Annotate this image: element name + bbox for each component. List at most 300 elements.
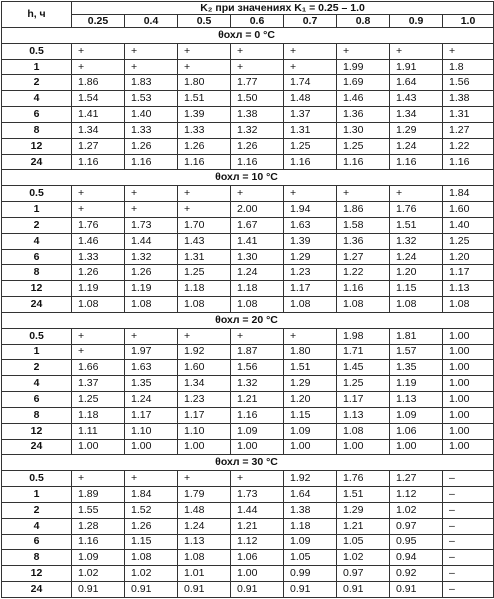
k2-value-cell: 1.10 [178,423,231,439]
k2-value-cell: + [337,186,390,202]
k2-value-cell: 1.28 [72,518,125,534]
k1-column-header: 1.0 [443,15,494,28]
k2-value-cell: 1.09 [231,423,284,439]
k2-value-cell: 1.09 [284,534,337,550]
k2-value-cell: 1.40 [443,217,494,233]
table-row [2,439,494,455]
k1-column-header: 0.6 [231,15,284,28]
k2-value-cell: 1.00 [443,407,494,423]
k2-value-cell: 1.69 [337,75,390,91]
k2-value-cell: 1.13 [390,392,443,408]
hours-cell: 0.5 [2,43,72,59]
k2-value-cell: 1.98 [337,328,390,344]
k2-value-cell: 1.19 [390,376,443,392]
k2-value-cell: 1.76 [390,202,443,218]
k2-value-cell: 1.37 [72,376,125,392]
k2-value-cell: 1.89 [72,487,125,503]
k2-value-cell: 1.09 [72,550,125,566]
k2-value-cell: 1.17 [284,281,337,297]
k2-value-cell: 1.15 [390,281,443,297]
k2-value-cell: 1.53 [125,91,178,107]
k2-value-cell: 1.00 [337,439,390,455]
k2-value-cell: + [178,328,231,344]
table-row [2,59,494,75]
k2-value-cell: 1.16 [72,534,125,550]
table-row [2,471,494,487]
k2-value-cell: 1.36 [337,107,390,123]
k2-value-cell: 1.19 [72,281,125,297]
k2-value-cell: + [72,202,125,218]
k2-value-cell: 1.51 [284,360,337,376]
k2-value-cell: 1.10 [125,423,178,439]
k2-value-cell: 1.18 [284,518,337,534]
k2-value-cell: 1.46 [337,91,390,107]
hours-cell: 24 [2,581,72,597]
k2-value-cell: + [125,202,178,218]
table-row [2,75,494,91]
k2-value-cell: 1.00 [443,344,494,360]
k2-value-cell: 1.81 [390,328,443,344]
k2-value-cell: 1.18 [178,281,231,297]
k2-value-cell: 1.08 [125,550,178,566]
table-row [2,502,494,518]
k2-value-cell: 1.77 [231,75,284,91]
k2-value-cell: 1.13 [443,281,494,297]
table-row [2,487,494,503]
k2-value-cell: 1.24 [231,265,284,281]
k2-value-cell: 1.32 [231,122,284,138]
k2-value-cell: + [125,471,178,487]
table-body [2,28,494,598]
k2-value-cell: 1.08 [178,297,231,313]
k2-value-cell: 1.16 [443,154,494,170]
k2-value-cell: 1.32 [390,233,443,249]
table-row [2,376,494,392]
table-row [2,423,494,439]
k2-value-cell: + [337,43,390,59]
k2-value-cell: 1.26 [178,138,231,154]
k2-value-cell: 1.64 [284,487,337,503]
section-header-row [2,28,494,44]
hours-cell: 8 [2,550,72,566]
table-row [2,122,494,138]
section-header-row [2,312,494,328]
hours-cell: 8 [2,265,72,281]
k1-column-header: 0.7 [284,15,337,28]
k2-value-cell: 1.16 [337,281,390,297]
k2-value-cell: 1.26 [125,518,178,534]
hours-cell: 12 [2,566,72,582]
k2-value-cell: 1.34 [178,376,231,392]
k2-value-cell: + [284,59,337,75]
table-row [2,91,494,107]
k2-value-cell: – [443,534,494,550]
k2-value-cell: 1.29 [337,502,390,518]
k2-value-cell: 1.08 [390,297,443,313]
k2-value-cell: 1.12 [231,534,284,550]
hours-cell: 24 [2,297,72,313]
k2-value-cell: 1.32 [231,376,284,392]
k2-value-cell: + [72,471,125,487]
k2-value-cell: 1.09 [284,423,337,439]
k2-value-cell: 1.20 [284,392,337,408]
k2-value-cell: 1.34 [390,107,443,123]
k2-value-cell: 1.17 [178,407,231,423]
k2-value-cell: 1.06 [231,550,284,566]
k2-value-cell: 1.41 [72,107,125,123]
k2-value-cell: 1.11 [72,423,125,439]
k2-value-cell: 1.92 [284,471,337,487]
k2-value-cell: + [284,186,337,202]
k2-value-cell: 1.38 [284,502,337,518]
k2-value-cell: 1.16 [337,154,390,170]
k2-value-cell: 1.80 [178,75,231,91]
k2-value-cell: 1.31 [284,122,337,138]
k2-value-cell: 1.13 [178,534,231,550]
section-header-row [2,455,494,471]
hours-cell: 2 [2,217,72,233]
k2-value-cell: + [178,186,231,202]
hours-cell: 1 [2,487,72,503]
k2-value-cell: 1.01 [178,566,231,582]
k2-value-cell: 1.24 [390,138,443,154]
k2-value-cell: 1.71 [337,344,390,360]
k2-value-cell: + [178,59,231,75]
k2-value-cell: 1.33 [178,122,231,138]
k2-value-cell: 1.67 [231,217,284,233]
k2-value-cell: 1.26 [72,265,125,281]
k2-value-cell: 1.86 [337,202,390,218]
k2-value-cell: 1.24 [125,392,178,408]
hours-header: h, ч [2,2,72,28]
k2-value-cell: 1.00 [443,376,494,392]
k2-value-cell: 1.08 [72,297,125,313]
k1-column-header: 0.4 [125,15,178,28]
table-row [2,566,494,582]
k2-value-cell: 1.34 [72,122,125,138]
k2-value-cell: 1.18 [72,407,125,423]
k2-value-cell: 1.58 [337,217,390,233]
k2-value-cell: 1.25 [337,138,390,154]
k2-value-cell: 1.26 [125,138,178,154]
table-row [2,217,494,233]
k2-value-cell: 1.00 [443,328,494,344]
k2-value-cell: + [72,186,125,202]
k2-value-cell: 1.00 [178,439,231,455]
hours-cell: 8 [2,122,72,138]
k2-value-cell: 1.16 [284,154,337,170]
k2-value-cell: 1.00 [443,439,494,455]
k1-column-header: 0.5 [178,15,231,28]
k2-value-cell: 1.38 [231,107,284,123]
k2-value-cell: 1.45 [337,360,390,376]
k2-value-cell: 1.16 [125,154,178,170]
k2-value-cell: 1.37 [284,107,337,123]
k2-value-cell: 1.99 [337,59,390,75]
k2-value-cell: 1.51 [178,91,231,107]
k2-value-cell: 1.29 [284,376,337,392]
k2-value-cell: 1.64 [390,75,443,91]
k2-value-cell: 1.17 [443,265,494,281]
hours-cell: 4 [2,376,72,392]
k2-value-cell: 1.27 [443,122,494,138]
table-row [2,550,494,566]
k2-value-cell: 1.25 [72,392,125,408]
k2-value-cell: 1.41 [231,233,284,249]
k2-value-cell: 1.15 [125,534,178,550]
k2-value-cell: 1.43 [178,233,231,249]
table-row [2,107,494,123]
k2-value-cell: 1.25 [178,265,231,281]
k2-value-cell: 1.21 [231,518,284,534]
k2-value-cell: 1.24 [178,518,231,534]
k2-value-cell: 1.39 [284,233,337,249]
k2-value-cell: 1.27 [390,471,443,487]
k2-value-cell: 1.32 [125,249,178,265]
k2-value-cell: 1.22 [443,138,494,154]
k2-value-cell: 1.40 [125,107,178,123]
k2-value-cell: 1.79 [178,487,231,503]
k2-value-cell: 1.54 [72,91,125,107]
hours-cell: 0.5 [2,186,72,202]
k2-value-cell: 1.05 [284,550,337,566]
k2-value-cell: 1.12 [390,487,443,503]
k2-value-cell: 1.21 [337,518,390,534]
k2-value-cell: 1.08 [337,423,390,439]
k2-value-cell: + [72,344,125,360]
k2-value-cell: 1.35 [390,360,443,376]
k2-value-cell: 1.35 [125,376,178,392]
k2-value-cell: 1.33 [125,122,178,138]
k2-value-cell: 1.00 [443,423,494,439]
k2-value-cell: 1.55 [72,502,125,518]
k2-value-cell: 1.26 [125,265,178,281]
k2-value-cell: – [443,550,494,566]
hours-cell: 2 [2,502,72,518]
table-row [2,534,494,550]
hours-cell: 6 [2,249,72,265]
k2-value-cell: 1.17 [337,392,390,408]
k2-value-cell: 0.97 [337,566,390,582]
k2-value-cell: + [72,328,125,344]
k2-value-cell: – [443,487,494,503]
k2-value-cell: + [231,328,284,344]
k2-value-cell: 1.8 [443,59,494,75]
hours-cell: 2 [2,75,72,91]
k2-value-cell: 1.08 [337,297,390,313]
k2-value-cell: 0.91 [72,581,125,597]
k2-value-cell: 1.23 [178,392,231,408]
k2-value-cell: 1.16 [178,154,231,170]
k2-value-cell: 1.06 [390,423,443,439]
k2-value-cell: – [443,502,494,518]
k2-value-cell: 1.18 [231,281,284,297]
table-row [2,360,494,376]
k2-value-cell: 1.16 [72,154,125,170]
k2-value-cell: 1.76 [337,471,390,487]
k2-value-cell: 1.51 [337,487,390,503]
hours-cell: 4 [2,91,72,107]
k2-value-cell: 1.00 [231,566,284,582]
k2-value-cell: 1.30 [231,249,284,265]
k2-value-cell: 1.63 [125,360,178,376]
k2-value-cell: 1.00 [284,439,337,455]
table-row [2,297,494,313]
hours-cell: 12 [2,138,72,154]
k2-value-cell: + [284,43,337,59]
k2-value-cell: 1.24 [390,249,443,265]
k2-value-cell: 1.00 [125,439,178,455]
k2-value-cell: 1.51 [390,217,443,233]
hours-cell: 2 [2,360,72,376]
k2-value-cell: + [125,328,178,344]
table-row [2,328,494,344]
k2-value-cell: 1.29 [390,122,443,138]
k2-value-cell: 1.60 [443,202,494,218]
k1-column-header: 0.8 [337,15,390,28]
k2-value-cell: 1.86 [72,75,125,91]
k2-value-cell: + [178,202,231,218]
k2-value-cell: 1.33 [72,249,125,265]
hours-cell: 12 [2,423,72,439]
k2-value-cell: 0.97 [390,518,443,534]
k2-value-cell: – [443,566,494,582]
k2-value-cell: + [390,43,443,59]
k1-column-header: 0.9 [390,15,443,28]
k2-value-cell: 1.23 [284,265,337,281]
k2-value-cell: 1.63 [284,217,337,233]
k2-value-cell: 1.31 [443,107,494,123]
table-row [2,518,494,534]
table-row [2,249,494,265]
k2-value-cell: – [443,471,494,487]
k2-value-cell: + [178,43,231,59]
k2-value-cell: 1.08 [284,297,337,313]
k2-value-cell: 1.25 [443,233,494,249]
table-row [2,154,494,170]
k2-value-cell: + [231,59,284,75]
k2-value-cell: 0.95 [390,534,443,550]
k2-value-cell: + [284,328,337,344]
k2-value-cell: 1.13 [337,407,390,423]
k2-value-cell: 1.16 [390,154,443,170]
k2-value-cell: 1.97 [125,344,178,360]
k2-value-cell: 1.19 [125,281,178,297]
k2-value-cell: 1.66 [72,360,125,376]
hours-cell: 6 [2,392,72,408]
k2-value-cell: 1.02 [337,550,390,566]
k2-value-cell: 1.15 [284,407,337,423]
section-title: θохл = 20 °C [2,312,494,328]
hours-cell: 0.5 [2,328,72,344]
k2-value-cell: 1.43 [390,91,443,107]
k2-value-cell: 1.00 [72,439,125,455]
k2-value-cell: 1.26 [231,138,284,154]
k2-value-cell: 1.02 [125,566,178,582]
k2-value-cell: 1.36 [337,233,390,249]
k2-value-cell: 1.48 [178,502,231,518]
section-title: θохл = 30 °C [2,455,494,471]
k2-value-cell: 1.60 [178,360,231,376]
k2-value-cell: – [443,518,494,534]
k2-value-cell: 0.91 [231,581,284,597]
k2-value-cell: 1.87 [231,344,284,360]
hours-cell: 6 [2,107,72,123]
k2-value-cell: 0.92 [390,566,443,582]
k2-value-cell: + [231,43,284,59]
k2-value-cell: 1.91 [390,59,443,75]
hours-cell: 4 [2,233,72,249]
table-row [2,344,494,360]
table-row [2,202,494,218]
k2-value-cell: + [390,186,443,202]
k2-value-cell: 1.05 [337,534,390,550]
k2-value-cell: 1.21 [231,392,284,408]
k2-value-cell: 0.94 [390,550,443,566]
hours-cell: 24 [2,154,72,170]
hours-cell: 6 [2,534,72,550]
k2-value-cell: 1.08 [231,297,284,313]
k2-value-cell: 1.17 [125,407,178,423]
section-title: θохл = 10 °C [2,170,494,186]
k2-value-cell: 1.48 [284,91,337,107]
k2-value-cell: 1.16 [231,407,284,423]
k2-value-cell: 1.56 [443,75,494,91]
k2-value-cell: 1.20 [390,265,443,281]
k2-value-cell: + [231,186,284,202]
k2-value-cell: + [72,59,125,75]
k2-value-cell: 1.00 [231,439,284,455]
k2-value-cell: 0.91 [390,581,443,597]
k2-value-cell: 1.52 [125,502,178,518]
hours-cell: 8 [2,407,72,423]
table-row [2,392,494,408]
k2-value-cell: 1.44 [125,233,178,249]
k2-value-cell: + [125,186,178,202]
k2-value-cell: 1.20 [443,249,494,265]
hours-cell: 1 [2,344,72,360]
table-row [2,265,494,281]
k2-value-cell: 1.27 [337,249,390,265]
k2-value-cell: 1.39 [178,107,231,123]
k2-value-cell: 1.46 [72,233,125,249]
k2-value-cell: 1.73 [125,217,178,233]
hours-cell: 12 [2,281,72,297]
table-row [2,407,494,423]
k2-value-cell: 1.57 [390,344,443,360]
k2-value-cell: 1.56 [231,360,284,376]
k2-table [1,1,494,598]
k2-value-cell: 1.16 [231,154,284,170]
k2-value-cell: 1.84 [125,487,178,503]
table-row [2,43,494,59]
k2-value-cell: 1.02 [72,566,125,582]
section-header-row [2,170,494,186]
k2-value-cell: 1.25 [284,138,337,154]
k2-value-cell: 1.30 [337,122,390,138]
k2-value-cell: 1.08 [125,297,178,313]
k2-value-cell: 1.08 [443,297,494,313]
k2-value-cell: 1.76 [72,217,125,233]
hours-cell: 24 [2,439,72,455]
k2-value-cell: + [72,43,125,59]
k2-value-cell: 1.25 [337,376,390,392]
k1-column-header: 0.25 [72,15,125,28]
k2-value-cell: + [178,471,231,487]
k2-value-cell: 1.22 [337,265,390,281]
k2-value-cell: 2.00 [231,202,284,218]
section-title: θохл = 0 °C [2,28,494,44]
